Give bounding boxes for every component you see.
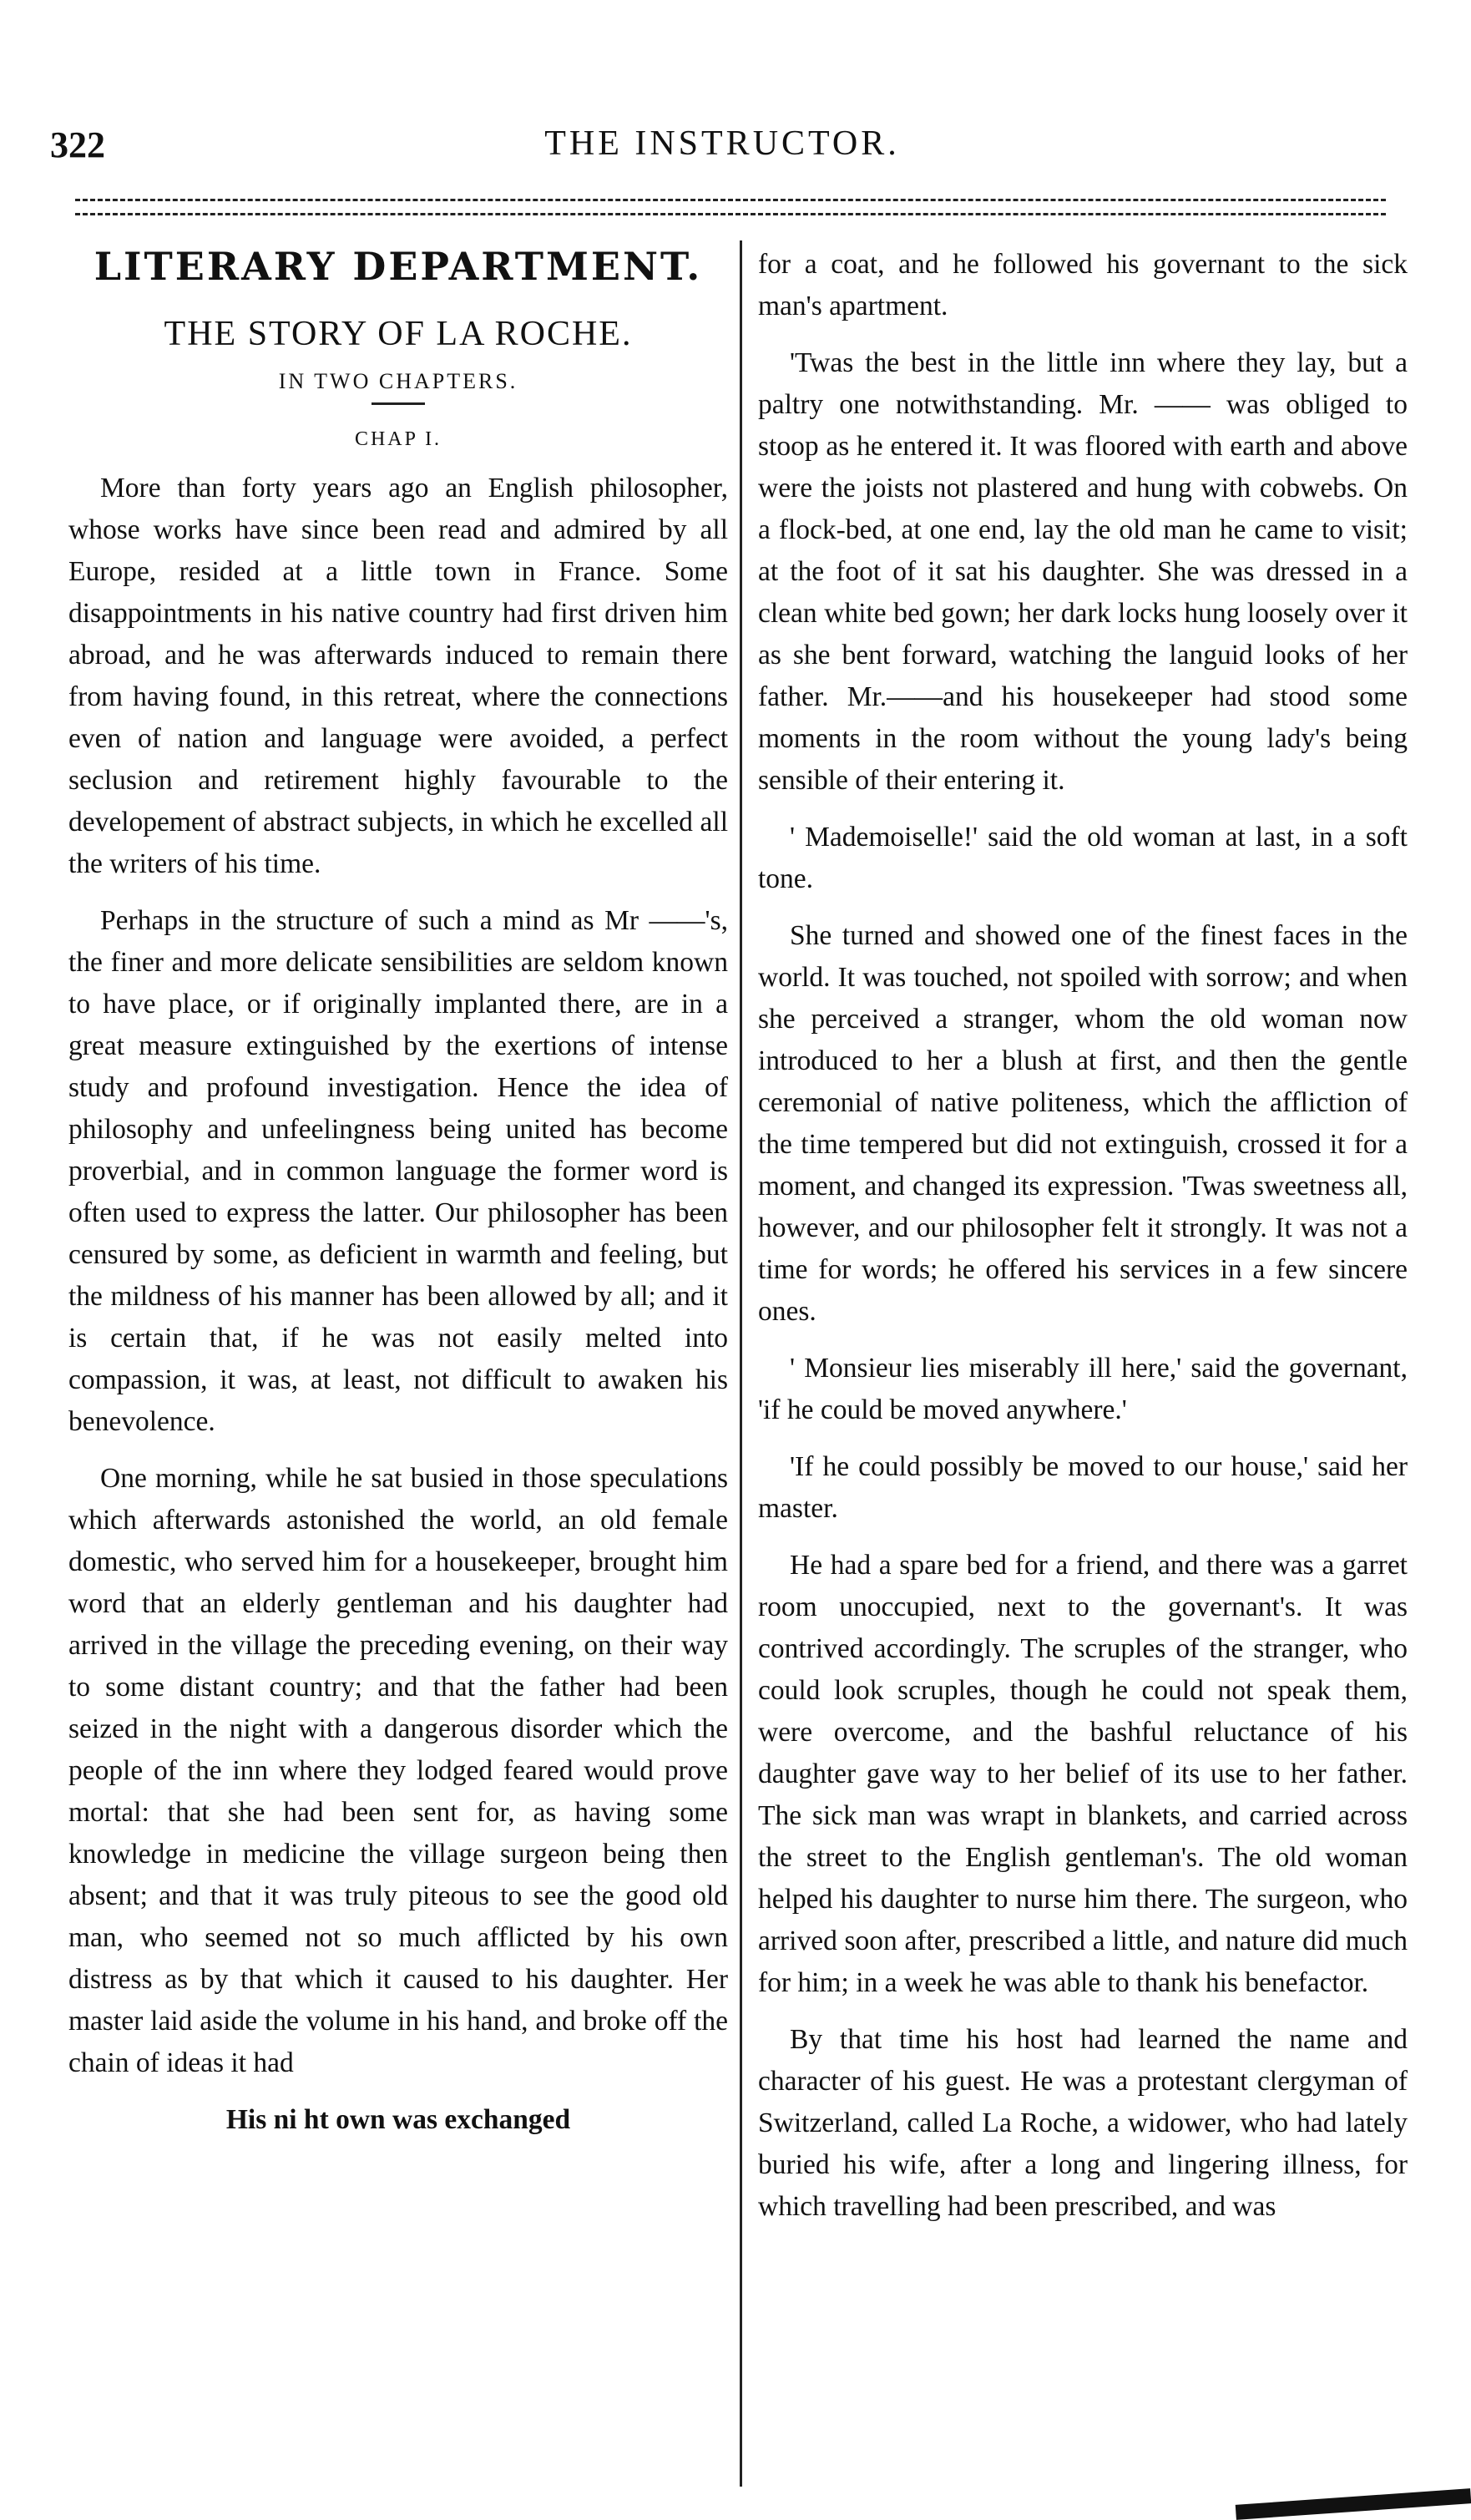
page-number: 322 — [50, 124, 105, 165]
catchline: His ni ht own was exchanged — [225, 2104, 571, 2135]
page-header — [50, 117, 1394, 184]
title-rule — [372, 402, 425, 405]
running-title: THE INSTRUCTOR. — [544, 124, 900, 163]
paragraph: He had a spare bed for a friend, and there was a garret room unoccupied, next to the governant's. It was contrived accordingly. The scruples of the stranger, who could look scruples, though he could not speak them, were overcome, and the bashful reluctance of his daughter gave way to her belief of its use to her father. The sick man was wrapt in blankets, and carried across the street to the English gentleman's. The old woman helped his daughter to nurse him there. The surgeon, who arrived soon after, prescribed a little, and nature did much for him; in a week he was able to thank his benefactor. — [758, 1550, 1408, 1998]
paragraph: More than forty years ago an English philosopher, whose works have since been read and admired by all Europe, resided at a little town in France. Some disappointments in his native country had first driven him abroad, and he was afterwards induced to remain there from having found, in this retreat, where the connections even of nation and language were avoided, a perfect seclusion and retirement highly favourable to the developement of abstract subjects, in which he excelled all the writers of his time. — [68, 473, 728, 879]
column-divider — [740, 240, 742, 2487]
page-edge-shadow — [1236, 2488, 1471, 2520]
paragraph: By that time his host had learned the name and character of his guest. He was a protestant clergyman of Switzerland, called La Roche, a widower, who had lately buried his wife, after a long and lingering illness, for which travelling had been prescribed, and was — [758, 2024, 1408, 2222]
paragraph: 'Twas the best in the little inn where they lay, but a paltry one notwithstanding. Mr. —— was obliged to stoop as he entered it. It was floored with earth and above were the joists not plastered and hung with cobwebs. On a flock-bed, at one end, lay the old man he came to visit; at the foot of it sat his daughter. She was dressed in a clean white bed gown; her dark locks hung loosely over it as she bent forward, watching the languid looks of her father. Mr.——and his housekeeper had stood some moments in the room without the young lady's being sensible of their entering it. — [758, 347, 1408, 796]
department-heading: LITERARY DEPARTMENT. — [94, 244, 703, 289]
header-rule — [75, 199, 1386, 215]
paragraph: for a coat, and he followed his governant to the sick man's apartment. — [758, 249, 1408, 321]
paragraph: 'If he could possibly be moved to our house,' said her master. — [758, 1451, 1408, 1524]
paragraph: One morning, while he sat busied in those speculations which afterwards astonished the world, an old female domestic, who served him for a housekeeper, brought him word that an elderly gentleman and his daughter had arrived in the village the preceding evening, on their way to some distant country; and that the father had been seized in the night with a dangerous disorder which the people of the inn where they lodged feared would prove mortal: that she had been sent for, as having some knowledge in medicine the village surgeon being then absent; and that it was truly piteous to see the good old man, who seemed not so much afflicted by his own distress as by that which it caused to his daughter. Her master laid aside the volume in his hand, and broke off the chain of ideas it had — [68, 1463, 728, 2078]
left-column — [68, 244, 728, 2156]
chapter-heading: CHAP I. — [354, 428, 442, 450]
story-subtitle: IN TWO CHAPTERS. — [278, 369, 518, 393]
paragraph: ' Monsieur lies miserably ill here,' said the governant, 'if he could be moved anywhere.' — [758, 1353, 1408, 1425]
right-column — [758, 244, 1408, 2243]
story-title: THE STORY OF LA ROCHE. — [164, 315, 633, 353]
paragraph: ' Mademoiselle!' said the old woman at last, in a soft tone. — [758, 822, 1408, 894]
paragraph: She turned and showed one of the finest faces in the world. It was touched, not spoiled with sorrow; and when she perceived a stranger, whom the old woman now introduced to her a blush at first, and then the gentle ceremonial of native politeness, which the affliction of the time tempered but did not extinguish, crossed it for a moment, and changed its expression. 'Twas sweetness all, however, and our philosopher felt it strongly. It was not a time for words; he offered his services in a few sincere ones. — [758, 920, 1408, 1327]
paragraph: Perhaps in the structure of such a mind as Mr ——'s, the finer and more delicate sensibilities are seldom known to have place, or if originally implanted there, are in a great measure extinguished by the exertions of intense study and profound investigation. Hence the idea of philosophy and unfeelingness being united has become proverbial, and in common language the former word is often used to express the latter. Our philosopher has been censured by some, as deficient in warmth and feeling, but the mildness of his manner has been allowed by all; and it is certain that, if he was not easily melted into compassion, it was, at least, not difficult to awaken his benevolence. — [68, 905, 728, 1437]
